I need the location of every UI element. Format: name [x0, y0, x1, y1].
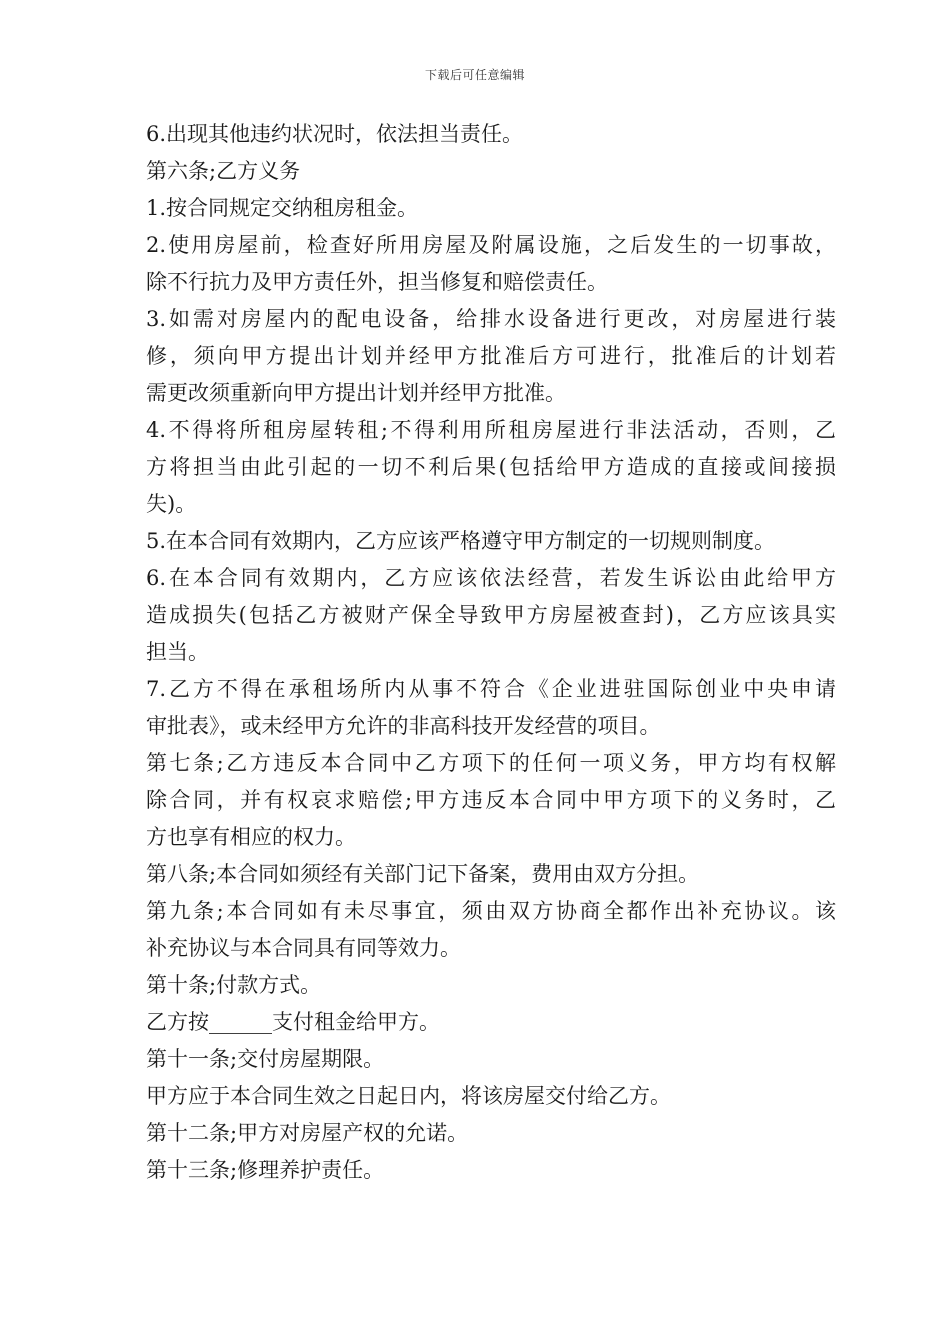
text-line: 造成损失(包括乙方被财产保全导致甲方房屋被查封)，乙方应该具实 — [146, 603, 836, 627]
text-line: 甲方应于本合同生效之日起日内，将该房屋交付给乙方。 — [146, 1084, 671, 1108]
text-line: 修，须向甲方提出计划并经甲方批准后方可进行，批准后的计划若 — [146, 344, 836, 368]
text-line: 除不行抗力及甲方责任外，担当修复和赔偿责任。 — [146, 270, 608, 294]
text-line: 7.乙方不得在承租场所内从事不符合《企业进驻国际创业中央申请 — [146, 677, 836, 701]
text-line: 第十条;付款方式。 — [146, 973, 322, 997]
text-line: 第十一条;交付房屋期限。 — [146, 1047, 385, 1071]
text-line: 除合同，并有权哀求赔偿;甲方违反本合同中甲方项下的义务时，乙 — [146, 788, 836, 812]
text-line: 3.如需对房屋内的配电设备，给排水设备进行更改，对房屋进行装 — [146, 307, 836, 331]
text-line: 第七条;乙方违反本合同中乙方项下的任何一项义务，甲方均有权解 — [146, 751, 836, 775]
text-line: 第八条;本合同如须经有关部门记下备案，费用由双方分担。 — [146, 862, 700, 886]
text-line: 方将担当由此引起的一切不利后果(包括给甲方造成的直接或间接损 — [146, 455, 836, 479]
text-line: 担当。 — [146, 640, 209, 664]
text-line: 第十三条;修理养护责任。 — [146, 1158, 385, 1182]
text-line: 4.不得将所租房屋转租;不得利用所租房屋进行非法活动，否则，乙 — [146, 418, 836, 442]
document-body — [146, 116, 836, 1189]
text-line: 2.使用房屋前，检查好所用房屋及附属设施，之后发生的一切事故， — [146, 233, 836, 257]
text-line: 补充协议与本合同具有同等效力。 — [146, 936, 461, 960]
text-line: 审批表》，或未经甲方允许的非高科技开发经营的项目。 — [146, 714, 661, 738]
text-line: 失)。 — [146, 492, 197, 516]
text-line: 6.在本合同有效期内，乙方应该依法经营，若发生诉讼由此给甲方 — [146, 566, 836, 590]
text-line: 6.出现其他违约状况时，依法担当责任。 — [146, 122, 524, 146]
text-line: 5.在本合同有效期内，乙方应该严格遵守甲方制定的一切规则制度。 — [146, 529, 776, 553]
page-header: 下载后可任意编辑 — [424, 68, 525, 82]
text-line: 第九条;本合同如有未尽事宜，须由双方协商全都作出补充协议。该 — [146, 899, 836, 923]
text-line: 1.按合同规定交纳租房租金。 — [146, 196, 419, 220]
text-line: 需更改须重新向甲方提出计划并经甲方批准。 — [146, 381, 566, 405]
text-line: 第六条;乙方义务 — [146, 159, 301, 183]
text-line: 乙方按______支付租金给甲方。 — [146, 1010, 440, 1034]
text-line: 第十二条;甲方对房屋产权的允诺。 — [146, 1121, 469, 1145]
text-line: 方也享有相应的权力。 — [146, 825, 356, 849]
